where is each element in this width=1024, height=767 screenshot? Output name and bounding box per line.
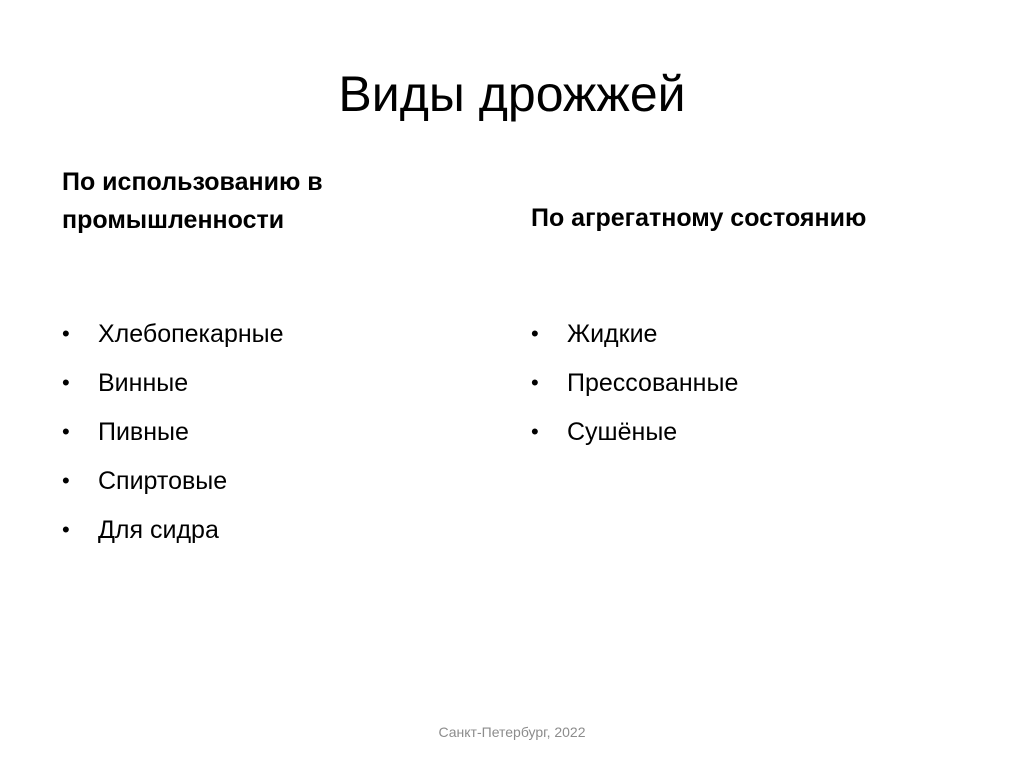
slide-footer: Санкт-Петербург, 2022	[438, 724, 586, 740]
list-item-label: Спиртовые	[98, 466, 228, 495]
list-item	[62, 358, 284, 407]
bullet-icon: •	[531, 320, 539, 346]
list-item-label: Сушёные	[567, 417, 678, 446]
bullet-icon: •	[62, 516, 70, 542]
list-item-label: Винные	[98, 368, 189, 397]
list-item-label: Для сидра	[98, 515, 219, 544]
slide-title: Виды дрожжей	[338, 66, 686, 122]
left-column-heading: По использованию в промышленности	[62, 168, 323, 234]
bullet-icon: •	[62, 369, 70, 395]
bullet-icon: •	[62, 418, 70, 444]
right-bullet-list	[531, 309, 738, 456]
bullet-icon: •	[62, 320, 70, 346]
list-item	[62, 309, 284, 358]
bullet-icon: •	[531, 418, 539, 444]
list-item	[531, 358, 738, 407]
bullet-icon: •	[62, 467, 70, 493]
right-column-heading: По агрегатному состоянию	[531, 204, 867, 232]
list-item-label: Пивные	[98, 417, 189, 446]
list-item-label: Прессованные	[567, 368, 739, 397]
list-item	[531, 309, 738, 358]
list-item-label: Жидкие	[567, 319, 658, 348]
list-item	[62, 456, 284, 505]
bullet-icon: •	[531, 369, 539, 395]
left-bullet-list	[62, 309, 284, 554]
list-item	[62, 407, 284, 456]
list-item	[531, 407, 738, 456]
list-item-label: Хлебопекарные	[98, 319, 284, 348]
list-item	[62, 505, 284, 554]
